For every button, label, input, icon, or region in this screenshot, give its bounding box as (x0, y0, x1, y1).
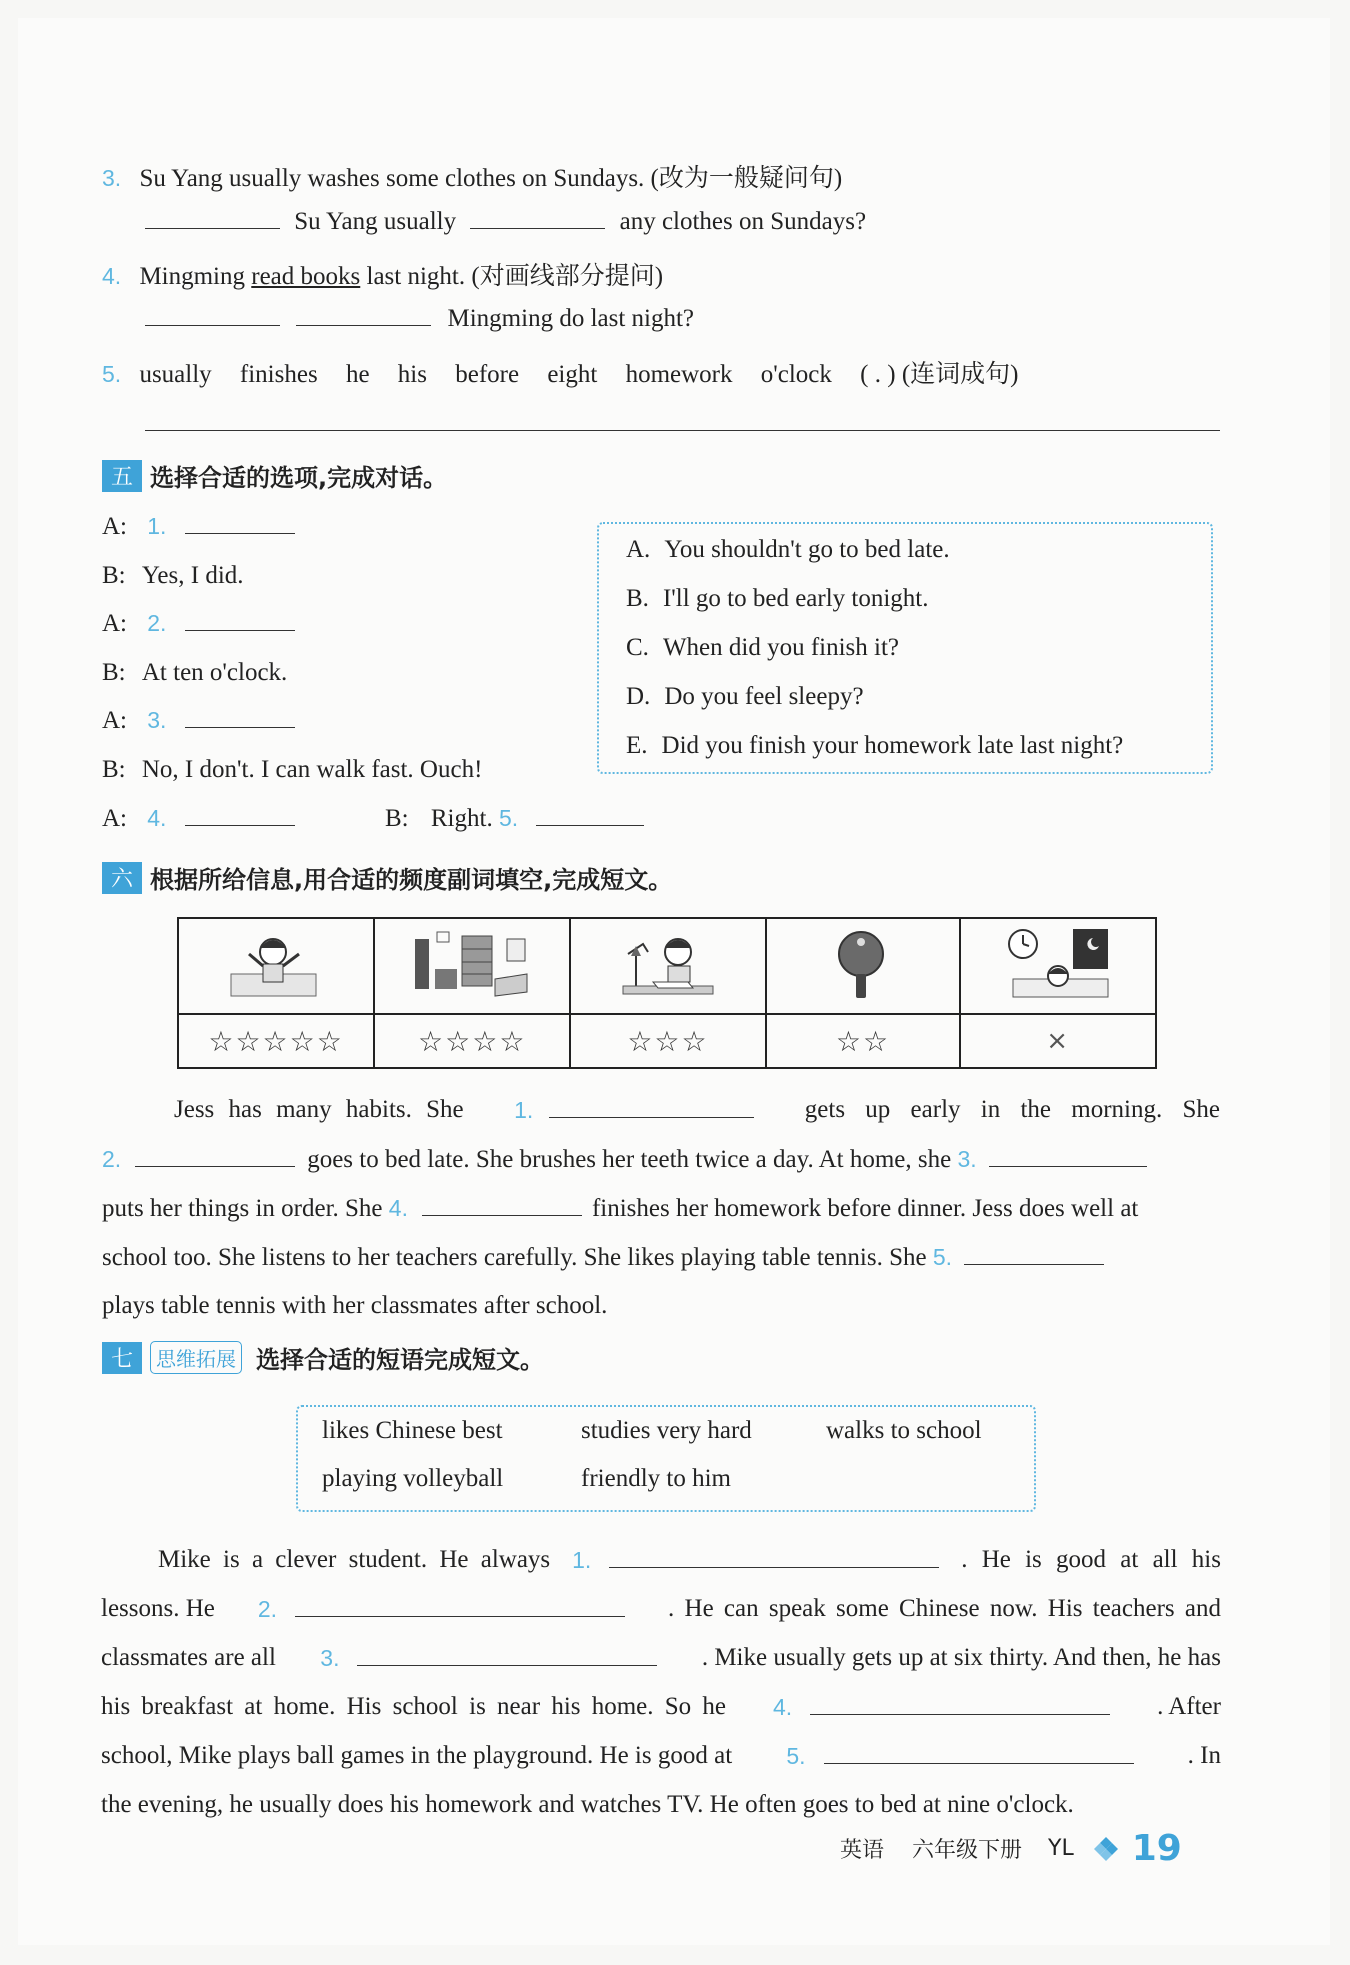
speaker-label: A: (102, 707, 127, 734)
option-item (626, 683, 864, 711)
question-number: 1. (147, 513, 167, 539)
answer-line[interactable] (145, 430, 1220, 431)
passage-text: . In (1187, 1742, 1221, 1769)
scrambled-word: his (397, 361, 427, 388)
option-text: Did you finish your homework late last night? (661, 732, 1124, 759)
passage-line (102, 1086, 1220, 1135)
dialog-text: At ten o'clock. (141, 659, 288, 686)
question-4-answer-line (145, 305, 694, 333)
passage-text: Mike is a clever student. He always (158, 1546, 551, 1573)
passage-text: . After (1157, 1693, 1221, 1720)
dialog-line (385, 805, 644, 833)
question-3-answer-line (145, 208, 866, 236)
underlined-phrase: read books (251, 263, 361, 290)
habit-picture-go-to-bed (960, 918, 1156, 1014)
option-letter: D. (626, 683, 651, 710)
question-note: (改为一般疑问句) (650, 165, 843, 192)
dialog-text: Right. (430, 805, 493, 832)
speaker-label: B: (102, 562, 126, 589)
question-text: Mingming (139, 263, 246, 290)
dialog-line (102, 756, 482, 784)
passage-line (102, 1135, 1220, 1184)
question-number: 4. (147, 805, 167, 831)
answer-blank[interactable] (470, 208, 605, 229)
footer-grade: 六年级下册 (912, 1838, 1023, 1863)
blank-number: 4. (772, 1694, 793, 1720)
answer-blank[interactable] (185, 513, 295, 534)
dialog-line (102, 610, 295, 638)
passage-line: plays table tennis with her classmates after school. (102, 1292, 608, 1319)
answer-blank[interactable] (824, 1743, 1134, 1764)
rating-3-stars: ☆☆☆ (570, 1014, 765, 1068)
question-number: 3. (147, 707, 167, 733)
phrase-item: walks to school (826, 1417, 982, 1444)
scrambled-word: eight (547, 361, 598, 388)
blank-number: 1. (514, 1097, 534, 1123)
scrambled-word: before (455, 361, 520, 388)
question-text: last night. (366, 263, 466, 290)
section-title: 选择合适的选项,完成对话。 (150, 464, 448, 492)
blank-number: 5. (786, 1743, 806, 1769)
answer-blank[interactable] (145, 208, 280, 229)
answer-blank[interactable] (185, 707, 295, 728)
option-text: Do you feel sleepy? (664, 683, 864, 710)
speaker-label: A: (102, 610, 127, 637)
option-letter: B. (626, 585, 649, 612)
speaker-label: A: (102, 805, 127, 832)
question-5 (102, 354, 1018, 390)
page-footer (840, 1828, 1182, 1869)
passage-line (101, 1634, 1221, 1683)
question-number: 5. (498, 805, 519, 831)
sleeping-late-icon (998, 924, 1118, 1004)
rating-2-stars: ☆☆ (766, 1014, 961, 1068)
passage-text: puts her things in order. She (102, 1195, 383, 1222)
question-text: Su Yang usually washes some clothes on Sundays. (139, 165, 645, 192)
scrambled-word: homework (625, 361, 733, 388)
phrase-item: likes Chinese best (322, 1417, 503, 1444)
passage-text: . Mike usually gets up at six thirty. And then, he has (701, 1644, 1221, 1671)
answer-text: Su Yang usually (294, 208, 457, 235)
mike-passage (101, 1536, 1221, 1829)
section-tag: 思维拓展 (150, 1341, 242, 1374)
speaker-label: A: (102, 513, 127, 540)
question-note: (对画线部分提问) (471, 263, 664, 290)
answer-blank[interactable] (185, 610, 295, 631)
scrambled-punct: ( . ) (860, 361, 896, 388)
phrase-item: playing volleyball (322, 1465, 504, 1492)
question-4 (102, 256, 663, 292)
answer-blank[interactable] (357, 1645, 657, 1666)
options-box (597, 522, 1213, 774)
habit-picture-table-tennis (766, 918, 961, 1014)
passage-line (102, 1184, 1220, 1233)
dialog-line (102, 513, 295, 541)
answer-blank[interactable] (609, 1547, 939, 1568)
question-number: 5. (102, 361, 122, 387)
passage-text: gets up early in the morning. She (804, 1096, 1220, 1123)
option-text: I'll go to bed early tonight. (662, 585, 929, 612)
passage-line (101, 1585, 1221, 1634)
answer-blank[interactable] (185, 805, 295, 826)
dialog-line (102, 707, 295, 735)
passage-text: lessons. He (101, 1595, 215, 1622)
section-title: 选择合适的短语完成短文。 (256, 1346, 544, 1374)
habit-picture-homework (570, 918, 765, 1014)
speaker-label: B: (385, 805, 409, 832)
answer-blank[interactable] (422, 1195, 582, 1216)
passage-text: school too. She listens to her teachers carefully. She likes playing table tennis. She (102, 1244, 927, 1271)
blank-number: 4. (388, 1195, 408, 1221)
habit-table (177, 917, 1157, 1069)
passage-text: goes to bed late. She brushes her teeth twice a day. At home, she (307, 1146, 952, 1173)
passage-text: . He is good at all his (961, 1546, 1221, 1573)
dialog-line (102, 805, 295, 833)
answer-blank[interactable] (964, 1244, 1104, 1265)
passage-line (101, 1732, 1221, 1781)
option-item (626, 732, 1123, 760)
section-5-header (102, 458, 447, 493)
passage-text: classmates are all (101, 1644, 276, 1671)
phrase-item: friendly to him (581, 1465, 731, 1492)
blank-number: 2. (257, 1596, 278, 1622)
question-number: 3. (102, 165, 122, 191)
blank-number: 3. (957, 1146, 977, 1172)
section-number-badge: 七 (102, 1342, 142, 1374)
passage-text: his breakfast at home. His school is near his home. So he (101, 1693, 727, 1720)
rating-5-stars: ☆☆☆☆☆ (178, 1014, 374, 1068)
passage-line (102, 1233, 1220, 1282)
option-letter: E. (626, 732, 648, 759)
passage-text: finishes her homework before dinner. Jess does well at (591, 1195, 1139, 1222)
option-text: You shouldn't go to bed late. (664, 536, 950, 563)
rating-never-mark: × (960, 1014, 1156, 1068)
answer-blank[interactable] (549, 1097, 754, 1118)
blank-number: 3. (320, 1645, 340, 1671)
passage-line: the evening, he usually does his homework and watches TV. He often goes to bed at nine o'clock. (101, 1791, 1074, 1818)
answer-blank[interactable] (295, 1596, 625, 1617)
answer-blank[interactable] (135, 1146, 295, 1167)
phrase-item: studies very hard (581, 1417, 752, 1444)
dialog-text: No, I don't. I can walk fast. Ouch! (141, 756, 483, 783)
answer-text: any clothes on Sundays? (619, 208, 867, 235)
option-text: When did you finish it? (662, 634, 900, 661)
dialog-line (102, 659, 287, 687)
footer-edition: YL (1048, 1836, 1074, 1861)
section-7-header (102, 1340, 544, 1375)
blank-number: 2. (102, 1146, 122, 1172)
answer-blank[interactable] (536, 805, 644, 826)
scrambled-word: o'clock (760, 361, 832, 388)
blank-number: 1. (572, 1547, 592, 1573)
speaker-label: B: (102, 756, 126, 783)
section-number-badge: 六 (102, 862, 142, 894)
question-number: 4. (102, 263, 122, 289)
dialog-text: Yes, I did. (141, 562, 244, 589)
girl-waking-icon (221, 924, 331, 1004)
question-number: 2. (147, 610, 167, 636)
passage-text: . He can speak some Chinese now. His teachers and (668, 1595, 1221, 1622)
girl-studying-icon (613, 924, 723, 1004)
scrambled-word: finishes (239, 361, 318, 388)
page-number: 19 (1131, 1828, 1182, 1869)
footer-subject: 英语 (840, 1838, 885, 1863)
answer-blank[interactable] (145, 305, 280, 326)
answer-blank[interactable] (810, 1694, 1110, 1715)
question-3 (102, 158, 842, 194)
passage-text: school, Mike plays ball games in the playground. He is good at (101, 1742, 733, 1769)
scrambled-word: usually (139, 361, 212, 388)
habit-passage (102, 1086, 1220, 1330)
passage-line (101, 1683, 1221, 1732)
option-item (626, 585, 929, 613)
answer-blank[interactable] (989, 1146, 1147, 1167)
option-letter: C. (626, 634, 649, 661)
blank-number: 5. (932, 1244, 953, 1270)
diamond-icon (1092, 1835, 1120, 1863)
option-item (626, 634, 899, 662)
option-letter: A. (626, 536, 651, 563)
habit-picture-get-up (178, 918, 374, 1014)
passage-line (101, 1536, 1221, 1585)
passage-text: Jess has many habits. She (174, 1096, 464, 1123)
habit-picture-tidy-room (374, 918, 570, 1014)
phrase-box (296, 1405, 1036, 1512)
scrambled-word: he (345, 361, 370, 388)
dialog-line (102, 562, 244, 590)
option-item (626, 536, 950, 564)
answer-blank[interactable] (296, 305, 431, 326)
question-note: (连词成句) (901, 361, 1019, 388)
answer-text: Mingming do last night? (447, 305, 695, 332)
tidy-room-icon (407, 924, 537, 1004)
rating-4-stars: ☆☆☆☆ (374, 1014, 570, 1068)
table-tennis-paddle-icon (823, 924, 903, 1004)
section-number-badge: 五 (102, 460, 142, 492)
section-title: 根据所给信息,用合适的频度副词填空,完成短文。 (150, 866, 673, 894)
speaker-label: B: (102, 659, 126, 686)
section-6-header (102, 860, 672, 895)
